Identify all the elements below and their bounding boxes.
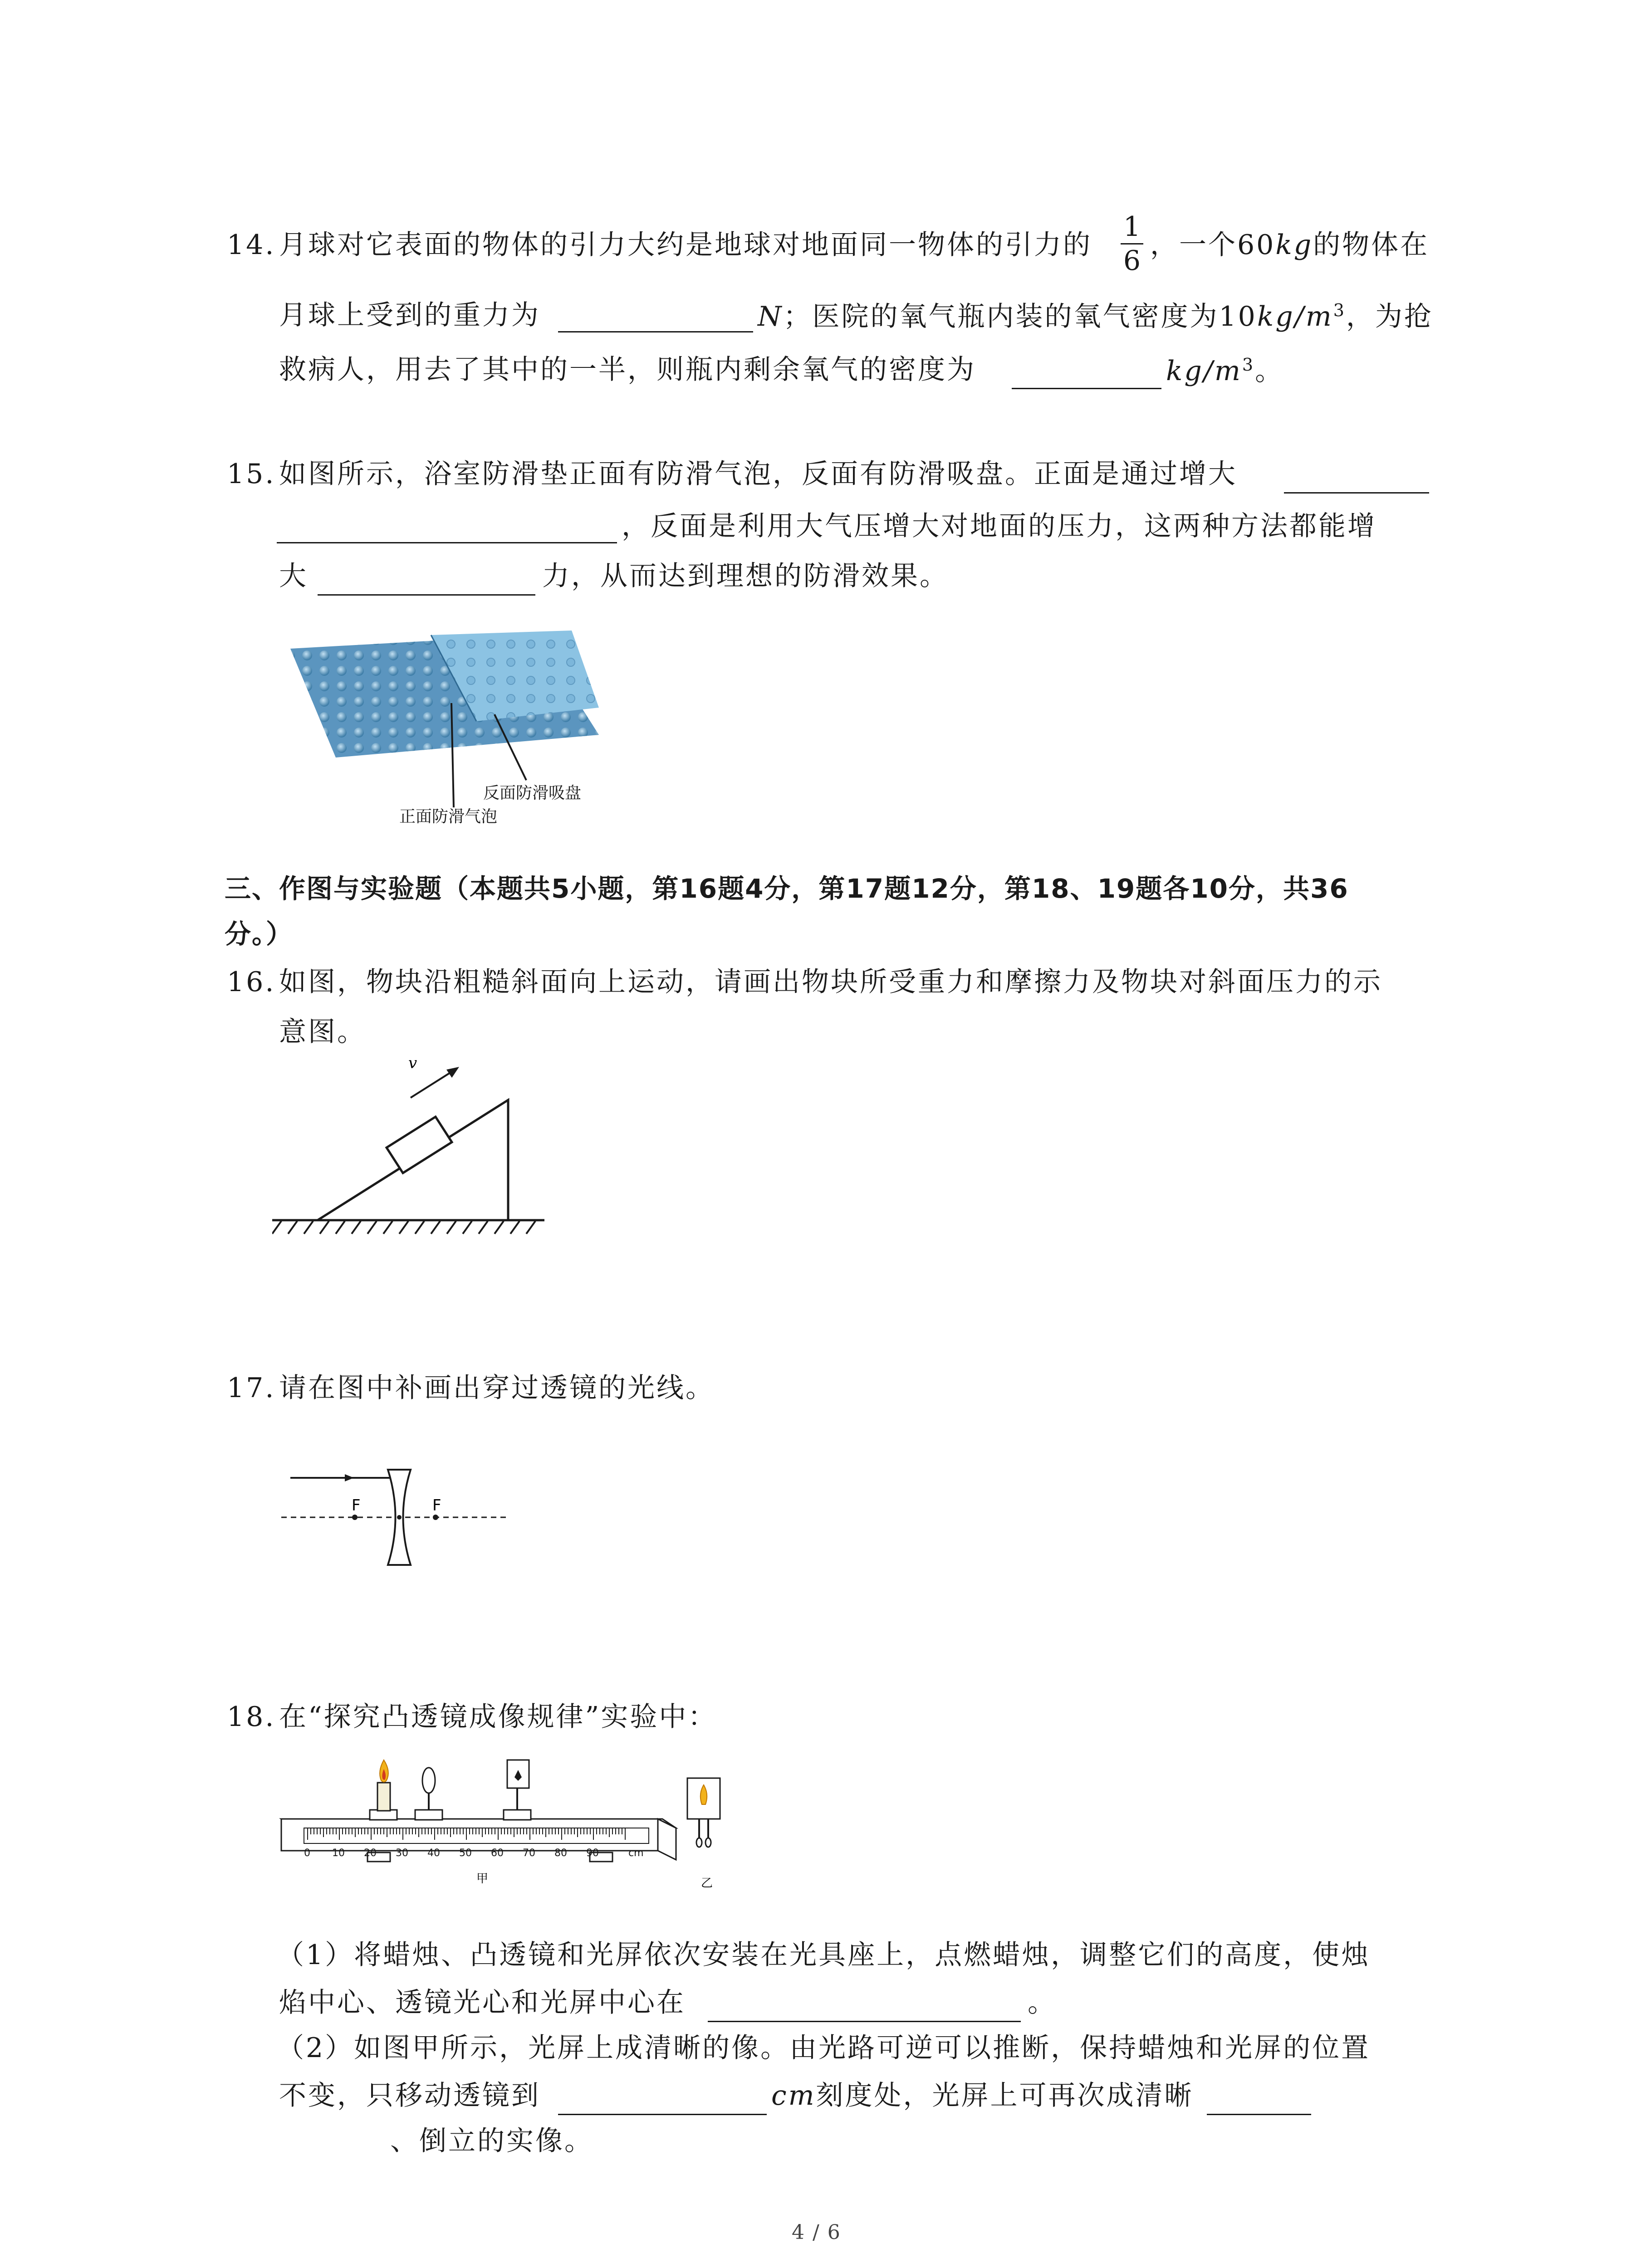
q18-p1-line2-start: 焰中心、透镜光心和光屏中心在 <box>279 1987 686 2019</box>
q16-line2: 意图。 <box>279 1016 366 1048</box>
focal-point-right <box>433 1515 438 1520</box>
q17-text: 请在图中补画出穿过透镜的光线。 <box>279 1372 715 1404</box>
label-front: 正面防滑气泡 <box>399 807 498 826</box>
q15-blank-2[interactable] <box>318 594 535 596</box>
q15-blank-1b[interactable] <box>277 542 617 543</box>
q14-sup-2: 3 <box>1242 355 1255 375</box>
q18-p2-line3: 、倒立的实像。 <box>390 2125 593 2157</box>
figure-yi-screen <box>687 1778 720 1847</box>
q14-line1-end <box>1150 231 1429 259</box>
velocity-arrow <box>411 1070 454 1098</box>
focal-point-left <box>352 1515 358 1520</box>
q15-line3-end: 力，从而达到理想的防滑效果。 <box>542 560 949 592</box>
bath-mat-figure <box>281 617 626 826</box>
tick-60: 60 <box>491 1848 504 1859</box>
section3-heading-line2: 分。） <box>225 919 294 949</box>
q14-line3-start: 救病人，用去了其中的一半，则瓶内剩余氧气的密度为 <box>279 354 976 386</box>
tick-40: 40 <box>427 1848 440 1859</box>
q14-unit-n: N <box>758 301 784 332</box>
q14-text-b: ，一个60 <box>1150 229 1276 261</box>
label-back: 反面防滑吸盘 <box>483 784 582 802</box>
q18-unit-cm: cm <box>771 2080 816 2112</box>
tick-cm: cm <box>628 1848 644 1859</box>
q14-line2-end <box>758 302 1433 330</box>
q18-blank-1[interactable] <box>708 2021 1021 2022</box>
q14-fraction <box>1121 211 1143 277</box>
q14-sup: 3 <box>1333 300 1346 320</box>
tick-10: 10 <box>332 1848 345 1859</box>
q14-line1 <box>279 231 1092 259</box>
section3-heading-line1: 三、作图与实验题（本题共5小题，第16题4分，第17题12分，第18、19题各10分，共36 <box>225 873 1349 904</box>
lens-figure <box>277 1452 513 1569</box>
q17-number: 17. <box>227 1372 276 1404</box>
q14-blank-density[interactable] <box>1012 388 1161 389</box>
q18-p2-text-c: 刻度处，光屏上可再次成清晰 <box>816 2080 1194 2112</box>
q14-number: 14. <box>227 229 276 261</box>
tick-30: 30 <box>396 1848 408 1859</box>
q14-text-d: ；医院的氧气瓶内装的氧气密度为10 <box>783 301 1257 332</box>
q16-line1: 如图，物块沿粗糙斜面向上运动，请画出物块所受重力和摩擦力及物块对斜面压力的示 <box>279 966 1382 998</box>
tick-70: 70 <box>523 1848 535 1859</box>
q15-line3-start: 大 <box>279 560 308 592</box>
q14-unit-density: kg/m <box>1257 301 1333 332</box>
tick-90: 90 <box>586 1848 599 1859</box>
label-yi: 乙 <box>701 1877 713 1890</box>
label-jia: 甲 <box>476 1872 489 1886</box>
ground-hatching <box>272 1221 535 1234</box>
incline-figure <box>272 1052 554 1247</box>
tick-0: 0 <box>304 1848 310 1859</box>
candle <box>370 1760 397 1820</box>
tick-80: 80 <box>554 1848 567 1859</box>
q14-text-f: 。 <box>1255 355 1284 387</box>
q15-line1: 如图所示，浴室防滑垫正面有防滑气泡，反面有防滑吸盘。正面是通过增大 <box>279 458 1237 490</box>
q18-text: 在“探究凸透镜成像规律”实验中： <box>279 1701 717 1733</box>
q14-text-a: 月球对它表面的物体的引力大约是地球对地面同一物体的引力的 <box>279 229 1092 261</box>
page-number: 4 / 6 <box>792 2221 841 2244</box>
focal-label-right: F <box>432 1496 441 1515</box>
velocity-label: v <box>408 1054 417 1072</box>
tick-50: 50 <box>459 1848 472 1859</box>
block <box>387 1117 452 1173</box>
q18-p2-line1: （2）如图甲所示，光屏上成清晰的像。由光路可逆可以推断，保持蜡烛和光屏的位置 <box>277 2032 1371 2064</box>
tick-20: 20 <box>364 1848 377 1859</box>
q18-blank-2[interactable] <box>558 2114 767 2115</box>
q18-p2-line2-start: 不变，只移动透镜到 <box>279 2080 540 2112</box>
optical-bench-figure <box>277 1751 749 1928</box>
q18-p1-line1: （1）将蜡烛、凸透镜和光屏依次安装在光具座上，点燃蜡烛，调整它们的高度，使烛 <box>277 1939 1371 1971</box>
focal-label-left: F <box>352 1496 361 1515</box>
q14-line3-end <box>1166 356 1284 385</box>
q16-number: 16. <box>227 966 276 998</box>
q15-blank-1a[interactable] <box>1284 492 1429 494</box>
q14-unit-kg: kg <box>1275 229 1313 261</box>
q15-number: 15. <box>227 458 276 490</box>
q18-p2-line2-end <box>771 2080 1194 2112</box>
q18-p1-end: 。 <box>1028 1987 1057 2019</box>
q14-fraction-denominator: 6 <box>1123 245 1141 277</box>
q14-fraction-numerator: 1 <box>1123 211 1141 243</box>
q14-unit-density-2: kg/m <box>1166 355 1242 387</box>
convex-lens <box>415 1768 442 1820</box>
q14-line2-start: 月球上受到的重力为 <box>279 299 540 331</box>
q15-line2: ，反面是利用大气压增大对地面的压力，这两种方法都能增 <box>622 510 1376 542</box>
q18-number: 18. <box>227 1701 276 1733</box>
q14-text-e: ，为抢 <box>1346 301 1433 332</box>
q14-text-c: 的物体在 <box>1313 229 1430 261</box>
q14-blank-gravity[interactable] <box>558 331 753 332</box>
light-screen <box>504 1760 531 1820</box>
q18-blank-3[interactable] <box>1207 2114 1311 2115</box>
